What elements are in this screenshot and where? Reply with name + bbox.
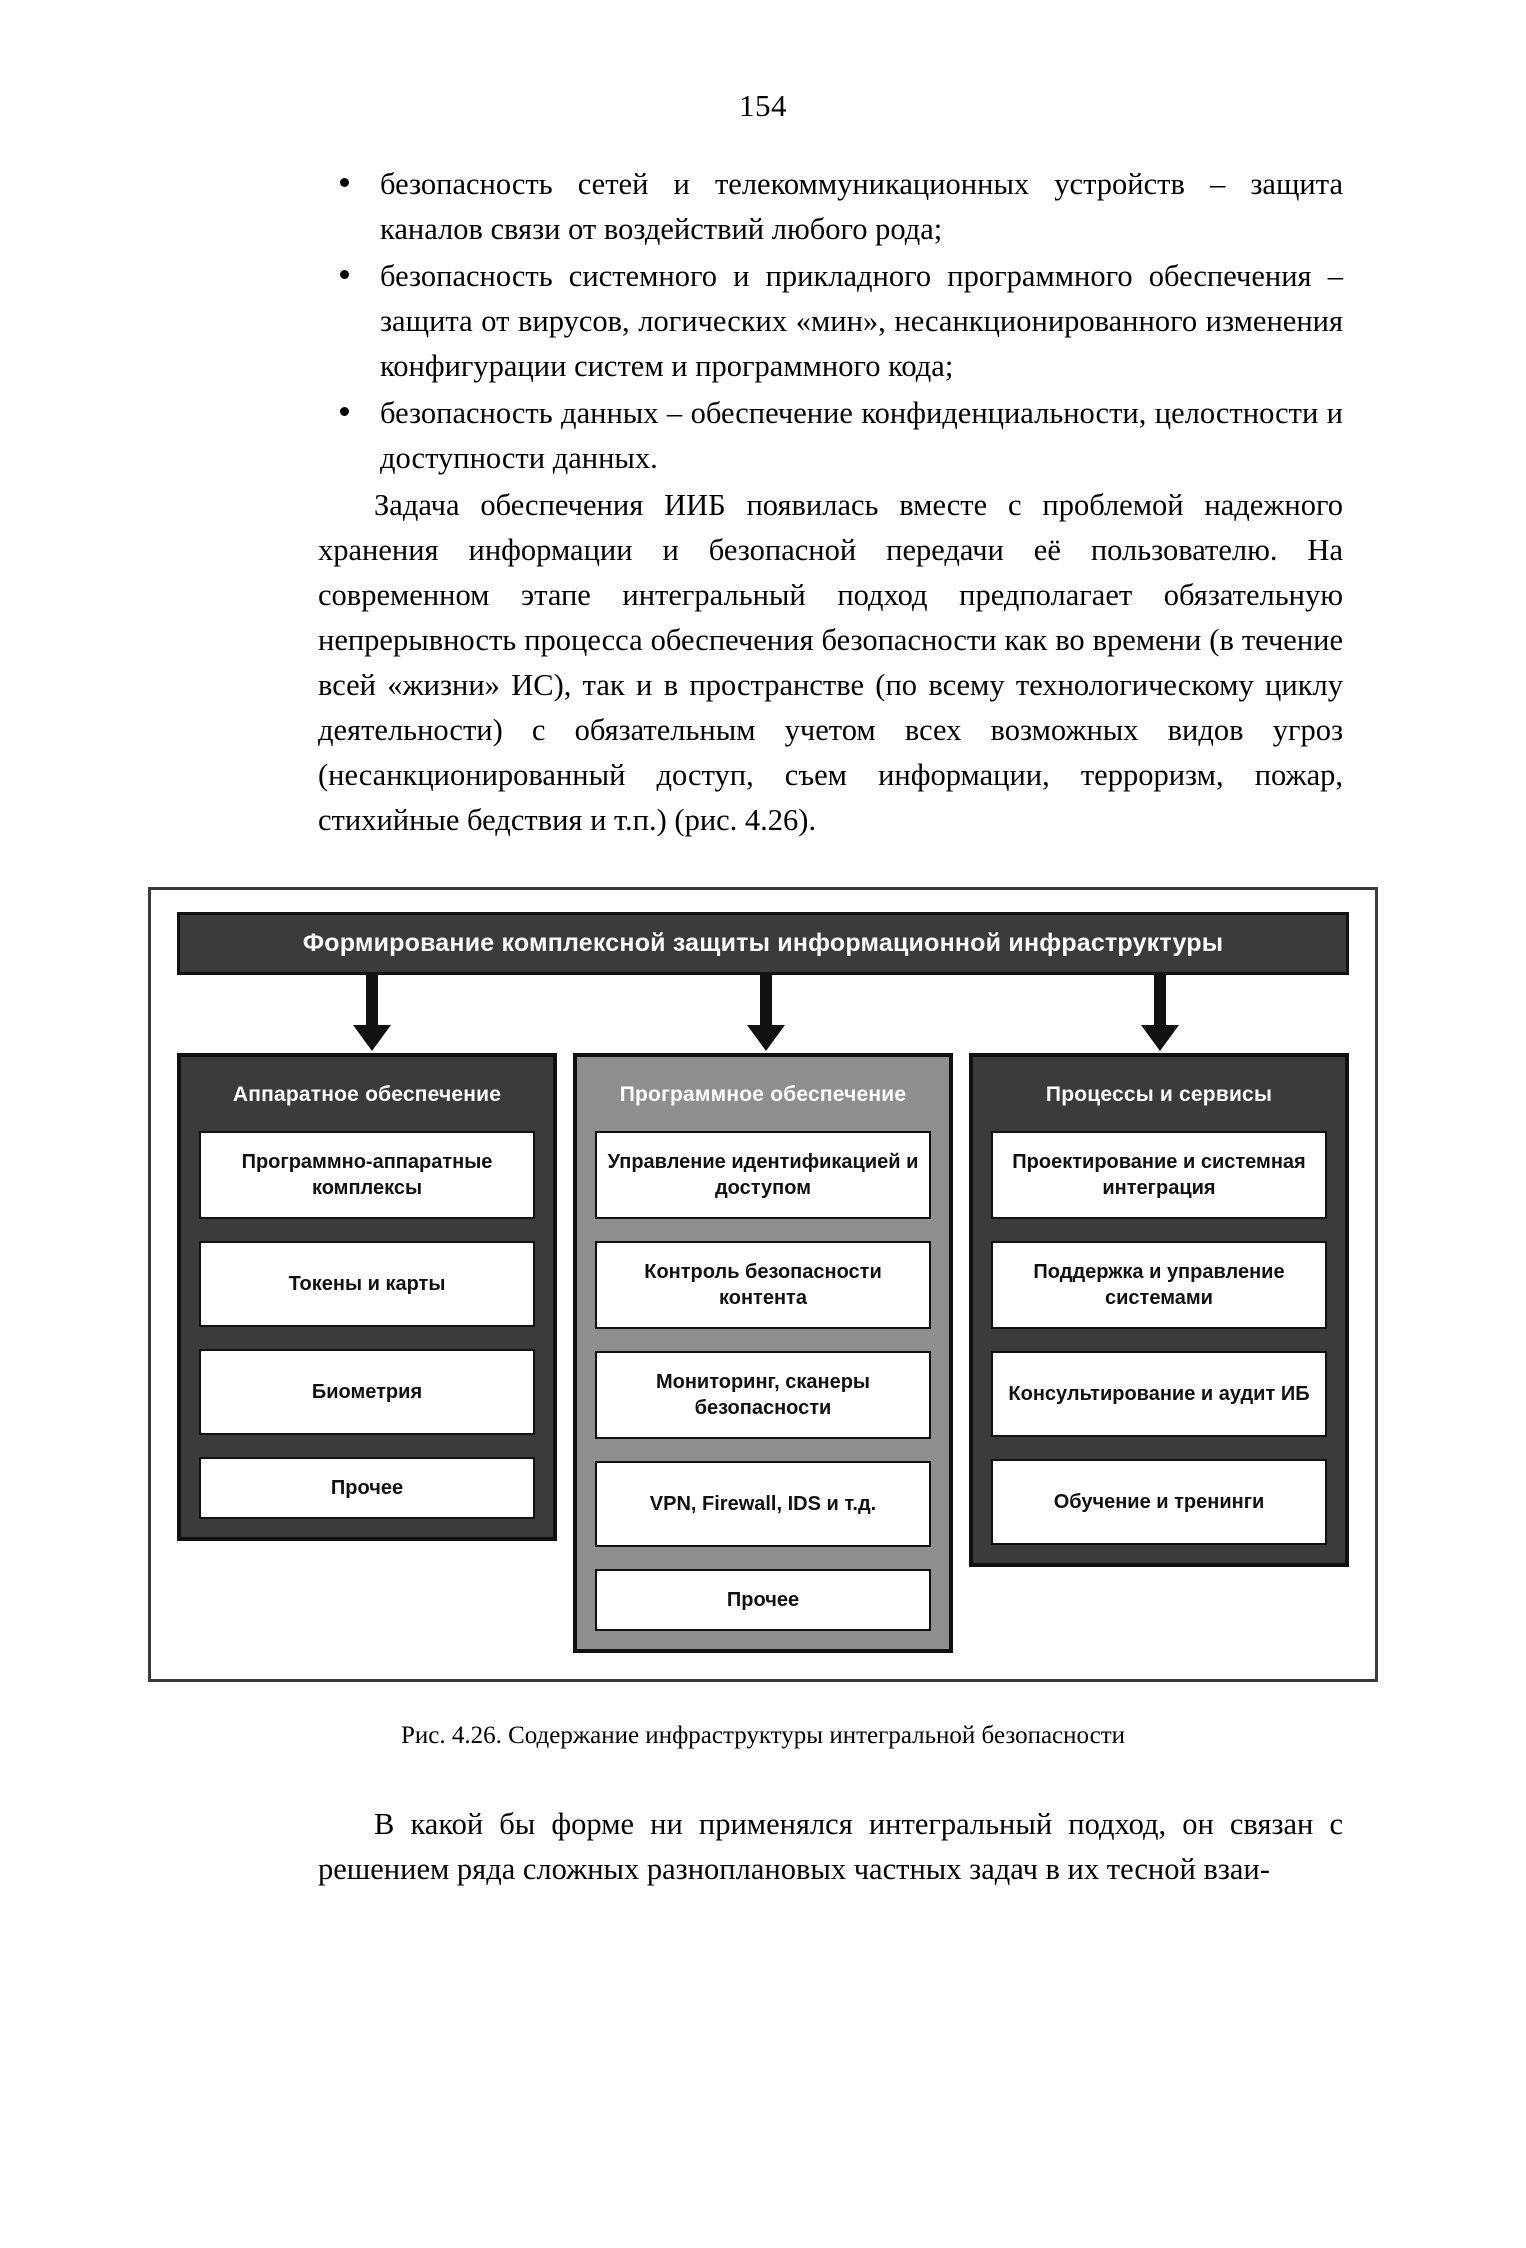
list-item [318,162,1343,252]
diagram-box: Обучение и тренинги [991,1459,1327,1545]
diagram-box: Мониторинг, сканеры безопасности [595,1351,931,1439]
diagram-container [148,887,1378,1682]
column-header: Программное обеспечение [619,1083,907,1106]
diagram-box: Прочее [595,1569,931,1631]
diagram-column-processes [969,1053,1349,1567]
bullet-dot-icon [340,270,349,279]
column-items [181,1131,553,1537]
diagram-box: Токены и карты [199,1241,535,1327]
list-item [318,391,1343,481]
bullet-dot-icon [340,178,349,187]
page-number: 154 [739,88,787,123]
body-paragraph-after-figure: В какой бы форме ни применялся интегральный подход, он связан с решением ряда сложных разноплановых частных задач в их тесной взаи- [318,1807,1343,1886]
bullet-list [318,162,1343,481]
figure-caption: Рис. 4.26. Содержание инфраструктуры интегральной безопасности [400,1722,1126,1749]
diagram-box: Прочее [199,1457,535,1519]
body-paragraph-main: Задача обеспечения ИИБ появилась вместе с проблемой надежного хранения информации и безопасной передачи её пользователю. На современном этапе интегральный подход предполагает обязательную непрерывность процесса обеспечения безопасности как во времени (в течение всей «жизни» ИС), так и в пространстве (по всему технологическому циклу деятельности) с обязательным учетом всех возможных видов угроз (несанкционированный доступ, съем информации, терроризм, пожар, стихийные бедствия и т.п.) (рис. 4.26). [318,488,1343,837]
document-page [0,88,1526,2248]
diagram-box: VPN, Firewall, IDS и т.д. [595,1461,931,1547]
column-header: Процессы и сервисы [1045,1083,1273,1106]
list-item [318,254,1343,389]
column-items [577,1131,949,1649]
diagram-box: Поддержка и управление системами [991,1241,1327,1329]
diagram-title: Формирование комплексной защиты информационной инфраструктуры [177,912,1349,975]
bullet-dot-icon [340,407,349,416]
diagram-box: Управление идентификацией и доступом [595,1131,931,1219]
diagram-box: Проектирование и системная интеграция [991,1131,1327,1219]
diagram-box: Контроль безопасности контента [595,1241,931,1329]
column-items [973,1131,1345,1563]
diagram-box: Консультирование и аудит ИБ [991,1351,1327,1437]
page-content [183,162,1343,843]
diagram-arrows [177,975,1349,1053]
figure-4-26 [148,887,1378,1750]
list-item-text: безопасность системного и прикладного программного обеспечения – защита от вирусов, логических «мин», несанкционированного изменения конфигурации систем и программного кода; [380,259,1343,383]
diagram-columns [177,1053,1349,1653]
list-item-text: безопасность сетей и телекоммуникационных устройств – защита каналов связи от воздействий любого рода; [380,167,1343,246]
list-item-text: безопасность данных – обеспечение конфиденциальности, целостности и доступности данных. [380,396,1343,475]
page-content-after-figure [183,1802,1343,1892]
diagram-column-software [573,1053,953,1653]
diagram-box: Программно-аппаратные комплексы [199,1131,535,1219]
diagram-box: Биометрия [199,1349,535,1435]
diagram-column-hardware [177,1053,557,1541]
column-header: Аппаратное обеспечение [232,1083,502,1106]
